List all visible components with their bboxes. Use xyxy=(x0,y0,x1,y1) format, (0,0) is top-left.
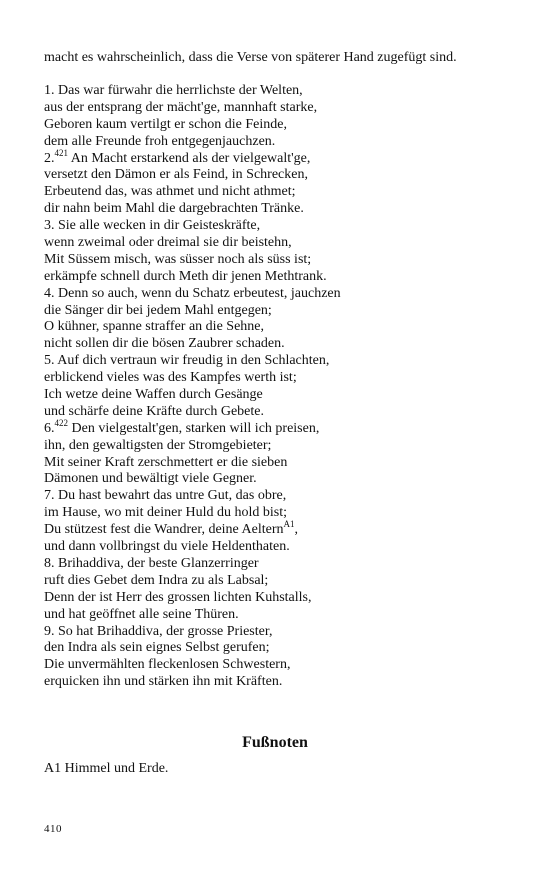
verse-line xyxy=(44,201,514,218)
verse-text: Erbeutend das, was athmet und nicht athmet; xyxy=(44,184,296,200)
verse-line xyxy=(44,539,514,556)
verse-text: Denn der ist Herr des grossen lichten Kuhstalls, xyxy=(44,589,312,605)
verse-line xyxy=(44,235,514,252)
verse-text: Die unvermählten fleckenlosen Schwestern, xyxy=(44,657,291,673)
verse-text: 5. Auf dich vertraun wir freudig in den Schlachten, xyxy=(44,353,330,369)
verse-line xyxy=(44,657,514,674)
verse-text: 1. Das war fürwahr die herrlichste der Welten, xyxy=(44,83,303,98)
verse-text: wenn zweimal oder dreimal sie dir beistehn, xyxy=(44,235,292,251)
verse-text: 3. Sie alle wecken in dir Geisteskräfte, xyxy=(44,218,261,234)
verse-text: Den vielgestalt'gen, starken will ich preisen, xyxy=(68,420,320,436)
footnote-ref: 422 xyxy=(54,417,68,428)
footnote-item: A1 Himmel und Erde. xyxy=(44,761,169,776)
verse-line xyxy=(44,167,514,184)
verse-line xyxy=(44,387,514,404)
verse-text: ihn, den gewaltigsten der Stromgebieter; xyxy=(44,437,272,453)
verse-line xyxy=(44,455,514,472)
verse-line xyxy=(44,438,514,455)
verse-line xyxy=(44,100,514,117)
verse-text: nicht sollen dir die bösen Zaubrer schaden. xyxy=(44,336,285,352)
verse-text: Mit Süssem misch, was süsser noch als süss ist; xyxy=(44,251,312,267)
verse-text: dir nahn beim Mahl die dargebrachten Tränke. xyxy=(44,201,304,217)
verse-line xyxy=(44,218,514,235)
verse-prefix: Du stützest fest die Wandrer, deine Aeltern xyxy=(44,522,284,538)
verse-text: erkämpfe schnell durch Meth dir jenen Methtrank. xyxy=(44,268,327,284)
verse-line xyxy=(44,83,514,100)
verse-line xyxy=(44,353,514,370)
verse-line xyxy=(44,336,514,353)
page-body xyxy=(44,49,514,691)
verse-text: im Hause, wo mit deiner Huld du hold bist; xyxy=(44,505,288,521)
verse-block xyxy=(44,83,514,691)
footnote-ref: 421 xyxy=(54,147,68,158)
footnotes-heading: Fußnoten xyxy=(242,734,308,751)
verse-text: 9. So hat Brihaddiva, der grosse Priester, xyxy=(44,623,273,639)
verse-line xyxy=(44,286,514,303)
verse-line xyxy=(44,488,514,505)
verse-line xyxy=(44,117,514,134)
footnote-ref: A1 xyxy=(283,519,295,530)
verse-text: 7. Du hast bewahrt das untre Gut, das obre, xyxy=(44,488,287,504)
verse-text: erblickend vieles was des Kampfes werth ist; xyxy=(44,370,297,386)
verse-text: erquicken ihn und stärken ihn mit Kräften. xyxy=(44,674,283,690)
verse-line xyxy=(44,184,514,201)
verse-line xyxy=(44,370,514,387)
verse-line xyxy=(44,252,514,269)
intro-paragraph: macht es wahrscheinlich, dass die Verse von späterer Hand zugefügt sind. xyxy=(44,50,457,65)
verse-line xyxy=(44,471,514,488)
verse-text: 8. Brihaddiva, der beste Glanzerringer xyxy=(44,555,259,571)
verse-text: aus der entsprang der mächt'ge, mannhaft starke, xyxy=(44,99,318,115)
verse-text: Mit seiner Kraft zerschmettert er die sieben xyxy=(44,454,288,470)
verse-text: und schärfe deine Kräfte durch Gebete. xyxy=(44,403,265,419)
verse-text: 4. Denn so auch, wenn du Schatz erbeutest, jauchzen xyxy=(44,285,341,301)
verse-text: die Sänger dir bei jedem Mahl entgegen; xyxy=(44,302,272,318)
verse-text: Dämonen und bewältigt viele Gegner. xyxy=(44,471,257,487)
verse-prefix: 2. xyxy=(44,150,55,166)
verse-line xyxy=(44,607,514,624)
verse-text: ruft dies Gebet dem Indra zu als Labsal; xyxy=(44,572,269,588)
verse-line xyxy=(44,134,514,151)
verse-text: und dann vollbringst du viele Heldenthaten. xyxy=(44,539,290,555)
verse-line xyxy=(44,674,514,691)
verse-line xyxy=(44,573,514,590)
verse-text: O kühner, spanne straffer an die Sehne, xyxy=(44,319,264,335)
verse-text: Geboren kaum vertilgt er schon die Feinde, xyxy=(44,116,287,132)
verse-prefix: 6. xyxy=(44,420,55,436)
verse-line xyxy=(44,556,514,573)
verse-line xyxy=(44,624,514,641)
verse-line xyxy=(44,269,514,286)
verse-line xyxy=(44,519,514,539)
verse-line xyxy=(44,404,514,421)
verse-text: versetzt den Dämon er als Feind, in Schrecken, xyxy=(44,167,308,183)
verse-line xyxy=(44,505,514,522)
verse-text: den Indra als sein eignes Selbst gerufen; xyxy=(44,640,270,656)
verse-text: Ich wetze deine Waffen durch Gesänge xyxy=(44,387,263,403)
verse-line xyxy=(44,417,514,438)
verse-line xyxy=(44,303,514,320)
verse-line xyxy=(44,319,514,336)
verse-text: , xyxy=(294,522,298,538)
verse-line xyxy=(44,147,514,168)
verse-text: dem alle Freunde froh entgegenjauchzen. xyxy=(44,133,276,149)
verse-line xyxy=(44,640,514,657)
verse-line xyxy=(44,590,514,607)
verse-text: An Macht erstarkend als der vielgewalt'ge, xyxy=(68,150,311,166)
page-number: 410 xyxy=(44,823,62,835)
verse-text: und hat geöffnet alle seine Thüren. xyxy=(44,606,239,622)
